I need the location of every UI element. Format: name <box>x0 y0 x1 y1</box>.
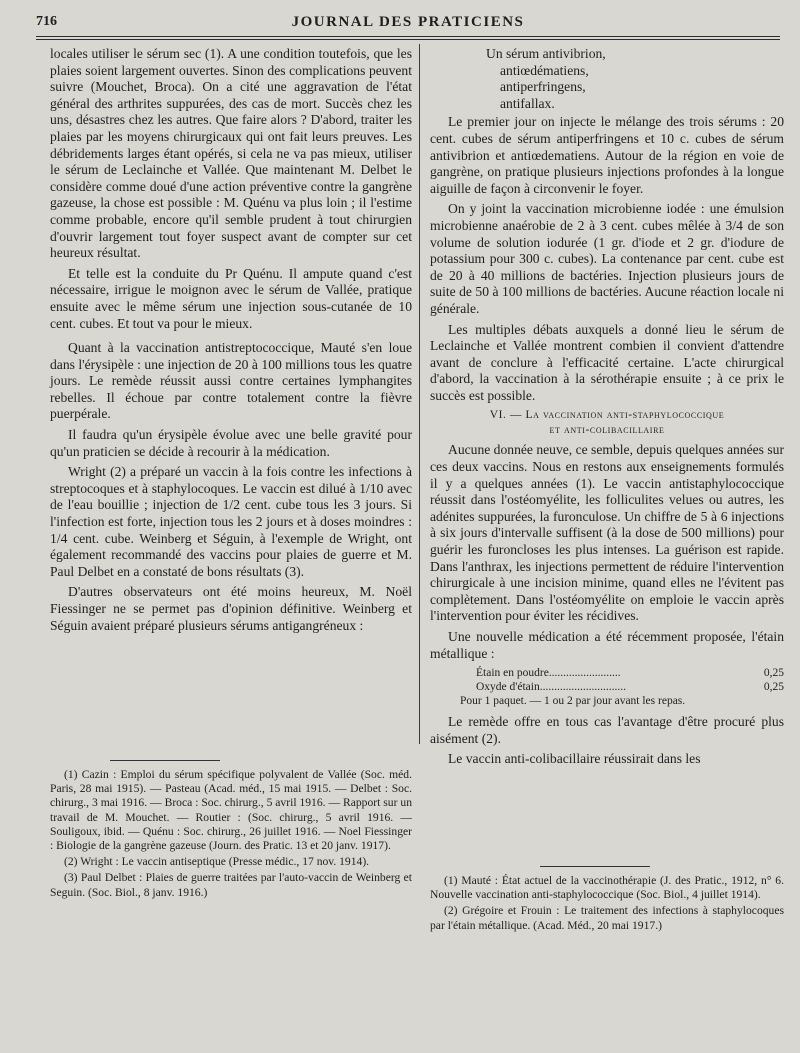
footnote: (2) Grégoire et Frouin : Le traitement des infections à staphylocoques par l'étain métallique. (Acad. Méd., 20 mai 1917.) <box>430 904 784 932</box>
right-footnotes <box>430 874 784 935</box>
section-heading-line: VI. — La vaccination anti-staphylococcique <box>489 409 725 422</box>
left-footnotes <box>50 768 412 902</box>
right-paragraph: Le remède offre en tous cas l'avantage d'être procuré plus aisément (2). <box>430 714 784 746</box>
serum-list <box>430 46 784 112</box>
ingredient-quantity: 0,25 <box>763 667 784 680</box>
prescription-note: Pour 1 paquet. — 1 ou 2 par jour avant les repas. <box>460 695 686 708</box>
ingredient-name: Oxyde d'étain.............................. <box>476 681 626 694</box>
left-paragraph: D'autres observateurs ont été moins heureux, M. Noël Fiessinger ne se permet pas d'opinion définitive. Weinberg et Séguin avaient préparé plusieurs sérums antigangréneux : <box>50 584 412 633</box>
serum-list-item: antifallax. <box>500 95 555 111</box>
column-divider <box>419 44 420 744</box>
left-paragraph: locales utiliser le sérum sec (1). A une condition toutefois, que les plaies soient largement ouvertes. Sinon des complications peuvent suivre (Mouchet, Broca). On a cité une aggravation de l'état général des arthrites suppurées, des cas de mort. Succès chez les uns, désastres chez les autres. Que faire alors ? D'abord, traiter les plaies par les moyens chirurgicaux qui ont fait leurs preuves. Les débridements larges étant opérés, si cela ne va pas mieux, utiliser le sérum de Leclainche et Vallée. Que maintenant M. Delbet le considère comme doué d'une action préventive contre la gangrène gazeuse, la chose est possible : M. Quénu va plus loin ; il l'estime comme probable, encore qu'il semble prudent à tout chirurgien d'ouvrir largement tout foyer suspect avant de compter sur cet heureux résultat. <box>50 46 412 261</box>
header-rule-thin <box>36 39 780 40</box>
left-column <box>50 46 412 638</box>
left-paragraph: Quant à la vaccination antistreptococcique, Mauté s'en loue dans l'érysipèle : une injection de 20 à 100 millions tous les quatre jours. Le remède réussit aussi contre certaines lymphangites rebelles. Il échoue par contre totalement contre la fièvre puerpérale. <box>50 340 412 422</box>
page-header <box>36 14 780 34</box>
journal-title: JOURNAL DES PRATICIENS <box>291 14 525 30</box>
prescription-row <box>430 666 784 680</box>
footnote-rule <box>540 866 650 867</box>
left-paragraph: Et telle est la conduite du Pr Quénu. Il ampute quand c'est nécessaire, irrigue le moignon avec le sérum de Vallée, pratique ensuite avec le même sérum une injection sous-cutanée de 10 cent. cubes. Et tout va pour le mieux. <box>50 265 412 331</box>
footnote-rule <box>110 760 220 761</box>
left-paragraph: Il faudra qu'un érysipèle évolue avec une belle gravité pour qu'un praticien se décide à recourir à la médication. <box>50 427 412 459</box>
header-rule <box>36 36 780 37</box>
right-paragraph: Aucune donnée neuve, ce semble, depuis quelques années sur ces deux vaccins. Nous en restons aux enseignements formulés il y a quelques années (1). Le vaccin antistaphylococcique réussit dans l'ostéomyélite, les folliculites velues ou autres, les adénites suppurées, la furonculose. Un chiffre de 5 à 6 injections à six jours d'intervalle suffisent (à la dose de 500 millions) pour guérir les furoncloses les plus intenses. La guérison est rapide. Dans l'anthrax, les injections permettent de réduire l'intervention chirurgicale à une incision minime, quand elles ne l'évitent pas complètement. Dans l'ostéomyélite on emploie le vaccin après l'intervention pour éviter les récidives. <box>430 442 784 624</box>
footnote: (3) Paul Delbet : Plaies de guerre traitées par l'auto-vaccin de Weinberg et Seguin. (Soc. Biol., 8 janv. 1916.) <box>50 871 412 899</box>
right-column <box>430 46 784 772</box>
serum-list-item: antiperfringens, <box>500 79 586 95</box>
serum-list-item: Un sérum antivibrion, <box>486 46 606 61</box>
section-heading <box>430 408 784 438</box>
serum-list-item: antiœdématiens, <box>500 62 589 78</box>
ingredient-quantity: 0,25 <box>763 681 784 694</box>
right-paragraph: Le premier jour on injecte le mélange des trois sérums : 20 cent. cubes de sérum antiperfringens et 10 c. cubes de sérum antivibrion et antiœdematiens. Autour de la région en voie de gangrène, on pratique plusieurs injections profondes à la longue aiguille de façon à circonvenir le foyer. <box>430 114 784 196</box>
footnote: (1) Mauté : État actuel de la vaccinothérapie (J. des Pratic., 1912, n° 6. Nouvelle vaccination anti-staphylococcique (Soc. Biol., 4 juillet 1914). <box>430 874 784 902</box>
footnote: (1) Cazin : Emploi du sérum spécifique polyvalent de Vallée (Soc. méd. Paris, 28 mai 1915). — Pasteau (Acad. méd., 15 mai 1915. — Delbet : Soc. chirurg., 3 mai 1916. — Broca : Soc. chirurg., 5 avril 1916. — Rapport sur un travail de M. Mouchet. — Routier : (Soc. chirurg., 5 avril 1916. — Souligoux, ibid. — Quénu : Soc. chirurg., 26 juillet 1916. — Noel Fiessinger : Biologie de la gangrène gazeuse (Journ. des Pratic. 13 et 20 janv. 1917). <box>50 768 412 853</box>
prescription-row <box>430 680 784 694</box>
page-number: 716 <box>36 14 57 29</box>
prescription <box>430 666 784 708</box>
right-paragraph: Les multiples débats auxquels a donné lieu le sérum de Leclainche et Vallée montrent combien il convient d'attendre avant de conclure à l'efficacité certaine. L'acte chirurgical d'abord, la vaccination à la sérothérapie ensuite ; à ce prix le succès est possible. <box>430 321 784 403</box>
right-paragraph: Une nouvelle médication a été récemment proposée, l'étain métallique : <box>430 629 784 661</box>
left-paragraph: Wright (2) a préparé un vaccin à la fois contre les infections à streptocoques et à staphylocoques. Le vaccin est dilué à 1/10 avec de l'eau bouillie ; injection de 1/2 cent. cube tous les 3 jours. Si l'infection est forte, injection tous les 2 jours et à doses moindres : 1/4 cent. cube. Weinberg et Séguin, à l'exemple de Wright, ont également recommandé des vaccins pour plaies de guerre et M. Paul Delbet en a constaté de bons résultats (3). <box>50 464 412 579</box>
ingredient-name: Étain en poudre......................... <box>476 667 621 680</box>
right-paragraph: Le vaccin anti-colibacillaire réussirait dans les <box>448 751 701 767</box>
footnote: (2) Wright : Le vaccin antiseptique (Presse médic., 17 nov. 1914). <box>64 855 370 869</box>
section-heading-line: et anti-colibacillaire <box>549 424 665 437</box>
right-paragraph: On y joint la vaccination microbienne iodée : une émulsion microbienne anaérobie de 2 à 3 cent. cubes mêlée à 3/4 de son volume de solution iodurée (1 gr. d'iode et 2 gr. d'iodure de potassium pour 300 c. cubes). La contenance par cent. cube est de 20 à 40 millions de bactéries. Injection plusieurs jours de suite de 50 à 100 millions de bactéries. Aucune réaction locale ni générale. <box>430 201 784 316</box>
